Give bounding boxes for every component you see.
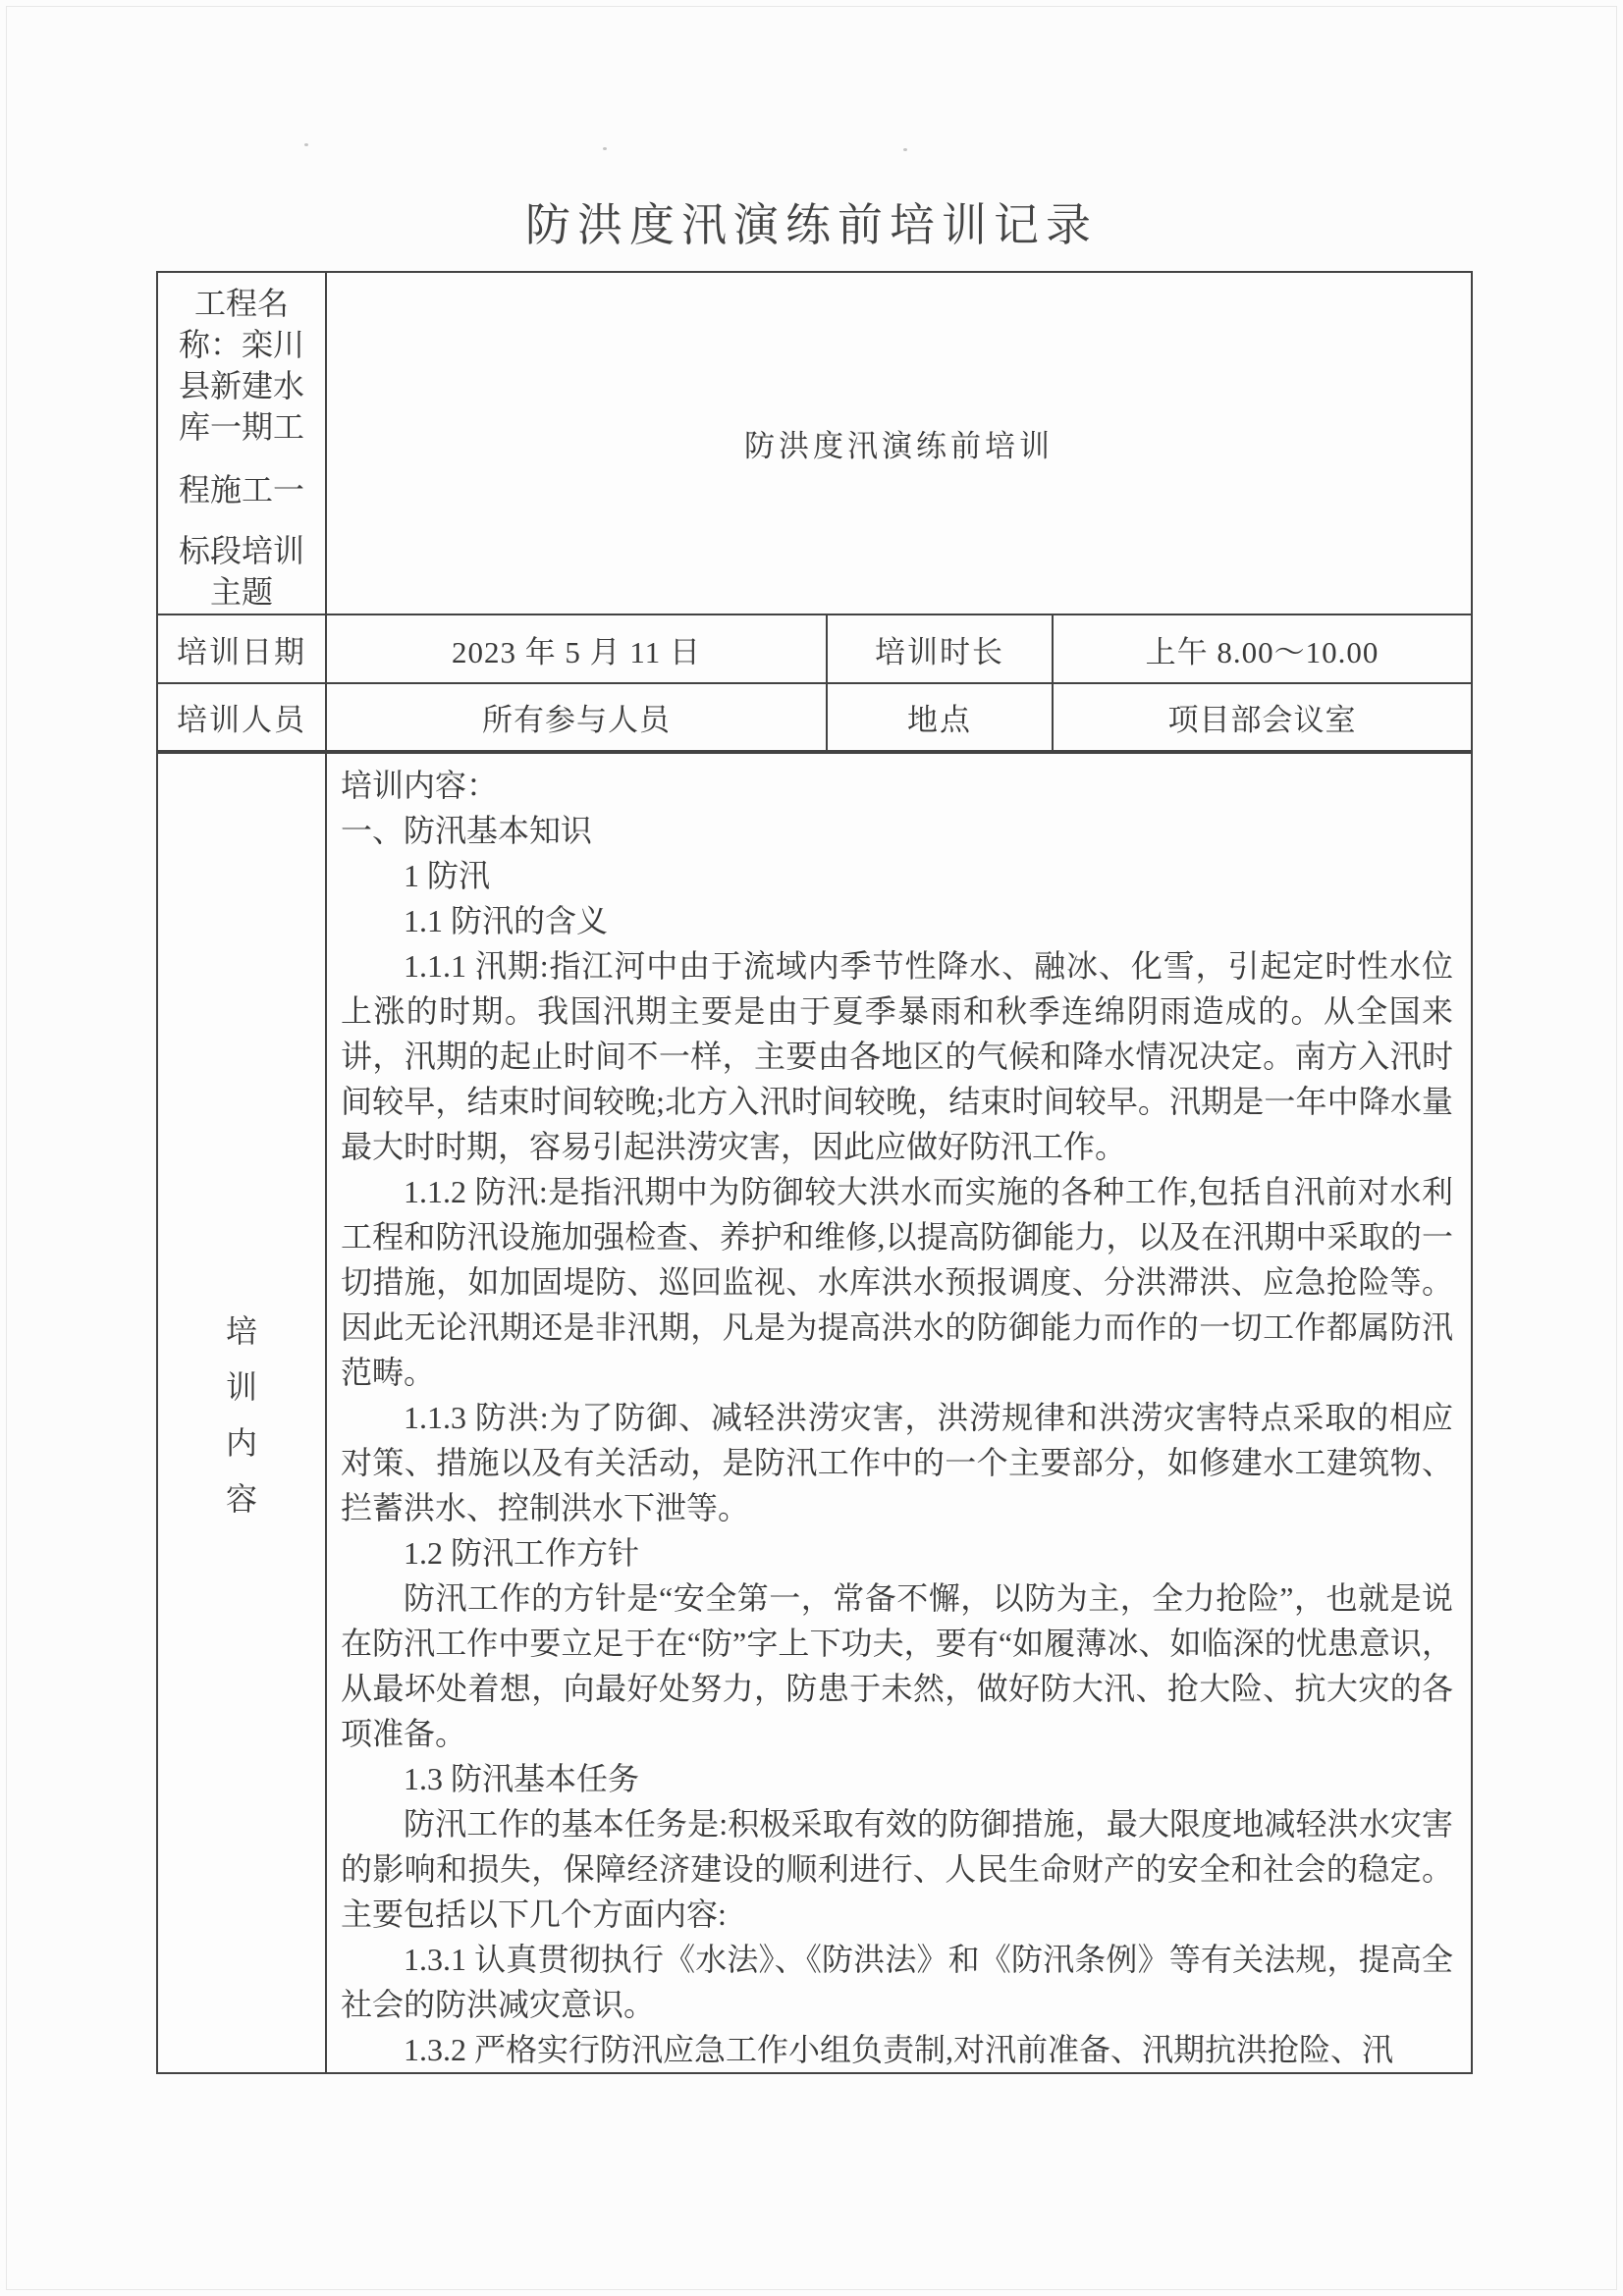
content-paragraph: 1.2 防汛工作方针 (404, 1535, 640, 1571)
training-topic-value: 防洪度汛演练前培训 (327, 273, 1471, 615)
project-name-line: 主题 (209, 574, 273, 610)
scan-speck (304, 143, 308, 146)
content-paragraph: 1.1.3 防洪:为了防御、减轻洪涝灾害，洪涝规律和洪涝灾害特点采取的相应对策、措施以及有关活动，是防汛工作中的一个主要部分，如修建水工建筑物、拦蓄洪水、控制洪水下泄等。 (341, 1400, 1453, 1525)
project-name-line: 标段培训 (178, 533, 304, 568)
training-content-vertical-label (158, 754, 327, 2072)
training-personnel-value: 所有参与人员 (327, 684, 828, 754)
content-paragraph: 一、防汛基本知识 (341, 813, 593, 848)
vertical-label-char: 容 (225, 1481, 257, 1517)
content-paragraph: 1.1 防汛的含义 (404, 903, 609, 938)
vertical-label-char: 内 (225, 1425, 257, 1461)
training-record-table (156, 271, 1473, 2074)
project-name-line: 县新建水 (178, 368, 304, 403)
vertical-label-char: 训 (225, 1369, 257, 1405)
project-name-line: 程施工一 (178, 472, 304, 507)
project-name-line: 工程名 (193, 286, 289, 321)
content-paragraph: 1.3.1 认真贯彻执行《水法》、《防洪法》和《防汛条例》等有关法规，提高全社会的防洪减灾意识。 (341, 1942, 1453, 2022)
project-name-line: 库一期工 (178, 409, 304, 445)
content-paragraph: 1.1.1 汛期:指江河中由于流域内季节性降水、融冰、化雪，引起定时性水位上涨的时期。我国汛期主要是由于夏季暴雨和秋季连绵阴雨造成的。从全国来讲，汛期的起止时间不一样，主要由各地区的气候和降水情况决定。南方入汛时间较早，结束时间较晚;北方入汛时间较晚，结束时间较早。汛期是一年中降水量最大时时期，容易引起洪涝灾害，因此应做好防汛工作。 (341, 948, 1453, 1164)
content-paragraph: 1.3.2 严格实行防汛应急工作小组负责制,对汛前准备、汛期抗洪抢险、汛 (404, 2032, 1394, 2067)
training-duration-label: 培训时长 (828, 615, 1054, 684)
project-name-and-topic-cell (158, 273, 327, 615)
training-personnel-label: 培训人员 (158, 684, 327, 754)
content-paragraph: 1.1.2 防汛:是指汛期中为防御较大洪水而实施的各种工作,包括自汛前对水利工程和防汛设施加强检查、养护和维修,以提高防御能力，以及在汛期中采取的一切措施，如加固堤防、巡回监视、水库洪水预报调度、分洪滞洪、应急抢险等。因此无论汛期还是非汛期，凡是为提高洪水的防御能力而作的一切工作都属防汛范畴。 (341, 1174, 1453, 1390)
scan-speck (603, 147, 607, 150)
project-name-line: 称：栾川 (178, 327, 304, 362)
content-paragraph: 培训内容： (341, 768, 499, 803)
content-paragraph: 防汛工作的方针是“安全第一，常备不懈，以防为主，全力抢险”，也就是说在防汛工作中要立足于在“防”字上下功夫，要有“如履薄冰、如临深的忧患意识，从最坏处着想，向最好处努力，防患于未然，做好防大汛、抢大险、抗大灾的各项准备。 (341, 1580, 1453, 1751)
location-value: 项目部会议室 (1054, 684, 1471, 754)
content-paragraph: 防汛工作的基本任务是:积极采取有效的防御措施，最大限度地减轻洪水灾害的影响和损失，保障经济建设的顺利进行、人民生命财产的安全和社会的稳定。主要包括以下几个方面内容: (341, 1806, 1453, 1932)
location-label: 地点 (828, 684, 1054, 754)
training-date-value: 2023 年 5 月 11 日 (327, 615, 828, 684)
training-content-body (327, 754, 1471, 2072)
content-paragraph: 1 防汛 (404, 858, 491, 893)
training-date-label: 培训日期 (158, 615, 327, 684)
vertical-label-char: 培 (225, 1313, 257, 1349)
document-title: 防洪度汛演练前培训记录 (525, 200, 1098, 250)
scan-speck (903, 148, 907, 151)
content-paragraph: 1.3 防汛基本任务 (404, 1761, 640, 1796)
training-duration-value: 上午 8.00～10.00 (1054, 615, 1471, 684)
